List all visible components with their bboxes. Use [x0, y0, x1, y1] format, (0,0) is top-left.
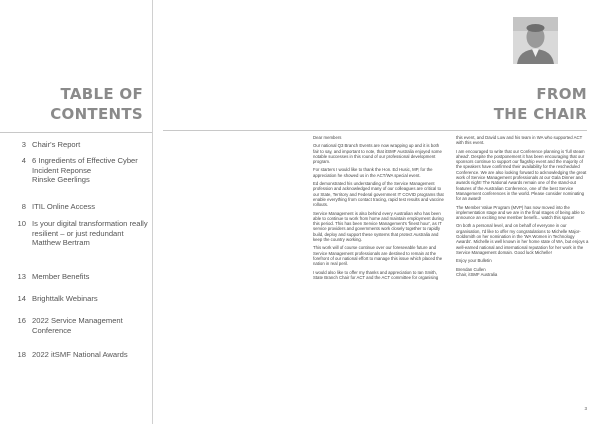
page-number: 3	[584, 406, 587, 411]
letter-signature: Brendan Cullen Chair, itSMF Australia	[456, 266, 498, 277]
toc-item[interactable]	[0, 219, 152, 248]
toc-item[interactable]	[0, 272, 152, 282]
toc-page-number: 4	[21, 156, 26, 165]
toc-page-number: 10	[17, 219, 26, 228]
toc-page-number: 14	[17, 294, 26, 303]
letter-paragraph: Ed demonstrated his understanding of the Service Management profession and acknowledged many of our colleagues are critical to our State, Territory and Federal government IT COVID programs that enable everything from contact tracing, rapid test results and vaccine rollouts.	[313, 181, 444, 208]
letter-paragraph: The Member Value Program (MVP) has now moved into the implementation stage and we are in the final stages of being able to announce an exciting new member benefit... watch this space!	[456, 204, 585, 221]
letter-paragraph: Service Management is also behind every Australian who has been able to continue to work from home and maintain employment during this period. This has been Service Management's 'finest hour', as IT service providers and governments work closely together to rapidly build, deploy and support these systems that protect Australia and keep the country working.	[313, 210, 444, 243]
toc-title	[50, 84, 143, 124]
toc-entry-text: 2022 itSMF National Awards	[32, 350, 128, 359]
toc-page-number: 3	[21, 140, 26, 149]
toc-entry-text: 6 Ingredients of Effective Cyber Incident Reponse Rinske Geerlings	[32, 156, 138, 185]
portrait-icon	[513, 17, 558, 64]
chair-title	[494, 84, 587, 124]
toc-page-number: 16	[17, 316, 26, 325]
toc-entry-text: ITIL Online Access	[32, 202, 96, 211]
toc-panel	[0, 0, 152, 424]
toc-entry-text: Member Benefits	[32, 272, 90, 281]
toc-entry-text: Chair's Report	[32, 140, 81, 149]
letter-paragraph: I would also like to offer my thanks and appreciation to Ian Smith, State Branch Chair for ACT and the ACT committee for organising this event, and David Low and his team in WA who supported ACT with this event.	[313, 135, 583, 280]
toc-page-number: 8	[21, 202, 26, 211]
chair-portrait-photo	[513, 17, 558, 64]
letter-paragraph: On both a personal level, and on behalf of everyone in our organisation, I'd like to offer my congratulations to Michelle Major-Goldsmith on her nomination in the 'WA Women in Technology Awards'. Michelle is well known in her home state of WA, but enjoys a well-earned national and international reputation for her work in the Service Management domain. Good luck Michelle!	[456, 223, 589, 255]
chair-title-divider	[163, 130, 587, 131]
page-divider	[152, 0, 153, 424]
letter-paragraph: I am encouraged to write that our Conference planning is 'full steam ahead'. Despite the postponement it has been encouraging that our sponsors continue to support our flagship event and the majority of the speakers have confirmed their availability for the rescheduled Conference. We are also looking forward to acknowledging the great work of Service Management professionals at our Gala Dinner and awards night! The National Awards remain one of the stand-out features of the Australian Conference, one of the best Service Management conferences in the world. Please consider nominating for an award!	[456, 148, 587, 202]
toc-item[interactable]	[0, 140, 152, 150]
chair-title-line-1: FROM	[536, 85, 587, 103]
toc-page-number: 18	[17, 350, 26, 359]
letter-signoff: Enjoy your Bulletin	[456, 258, 492, 264]
toc-item[interactable]	[0, 350, 152, 360]
toc-title-line-2: CONTENTS	[50, 105, 143, 123]
toc-item[interactable]	[0, 202, 152, 212]
chair-letter-body	[313, 135, 589, 418]
toc-page-number: 13	[17, 272, 26, 281]
toc-item[interactable]	[0, 294, 152, 304]
toc-item[interactable]	[0, 316, 152, 335]
letter-paragraph: This work will of course continue over our foreseeable future and Service Management professionals are destined to remain at the forefront of our national effort to manage this issue which placed the nation in real peril.	[313, 245, 443, 267]
toc-divider	[0, 132, 152, 133]
toc-item[interactable]	[0, 156, 152, 185]
toc-entry-text: Is your digital transformation really resilient – or just redundant Matthew Bertram	[32, 219, 148, 248]
letter-paragraph: Our national Q3 Branch Events are now wrapping up and it is both fair to say, and important to note, that itSMF Australia enjoyed some notable successes in this round of our professional development program.	[313, 143, 442, 165]
letter-paragraph: For starters I would like to thank the Hon. Ed Husic, MP, for the appreciation he showed us in the ACT/WA special event.	[313, 167, 433, 178]
toc-title-line-1: TABLE OF	[60, 85, 143, 103]
letter-paragraph: Dear members	[313, 135, 342, 140]
toc-entry-text: 2022 Service Management Conference	[32, 316, 123, 335]
toc-entry-text: Brighttalk Webinars	[32, 294, 98, 303]
chair-title-line-2: THE CHAIR	[493, 105, 587, 123]
